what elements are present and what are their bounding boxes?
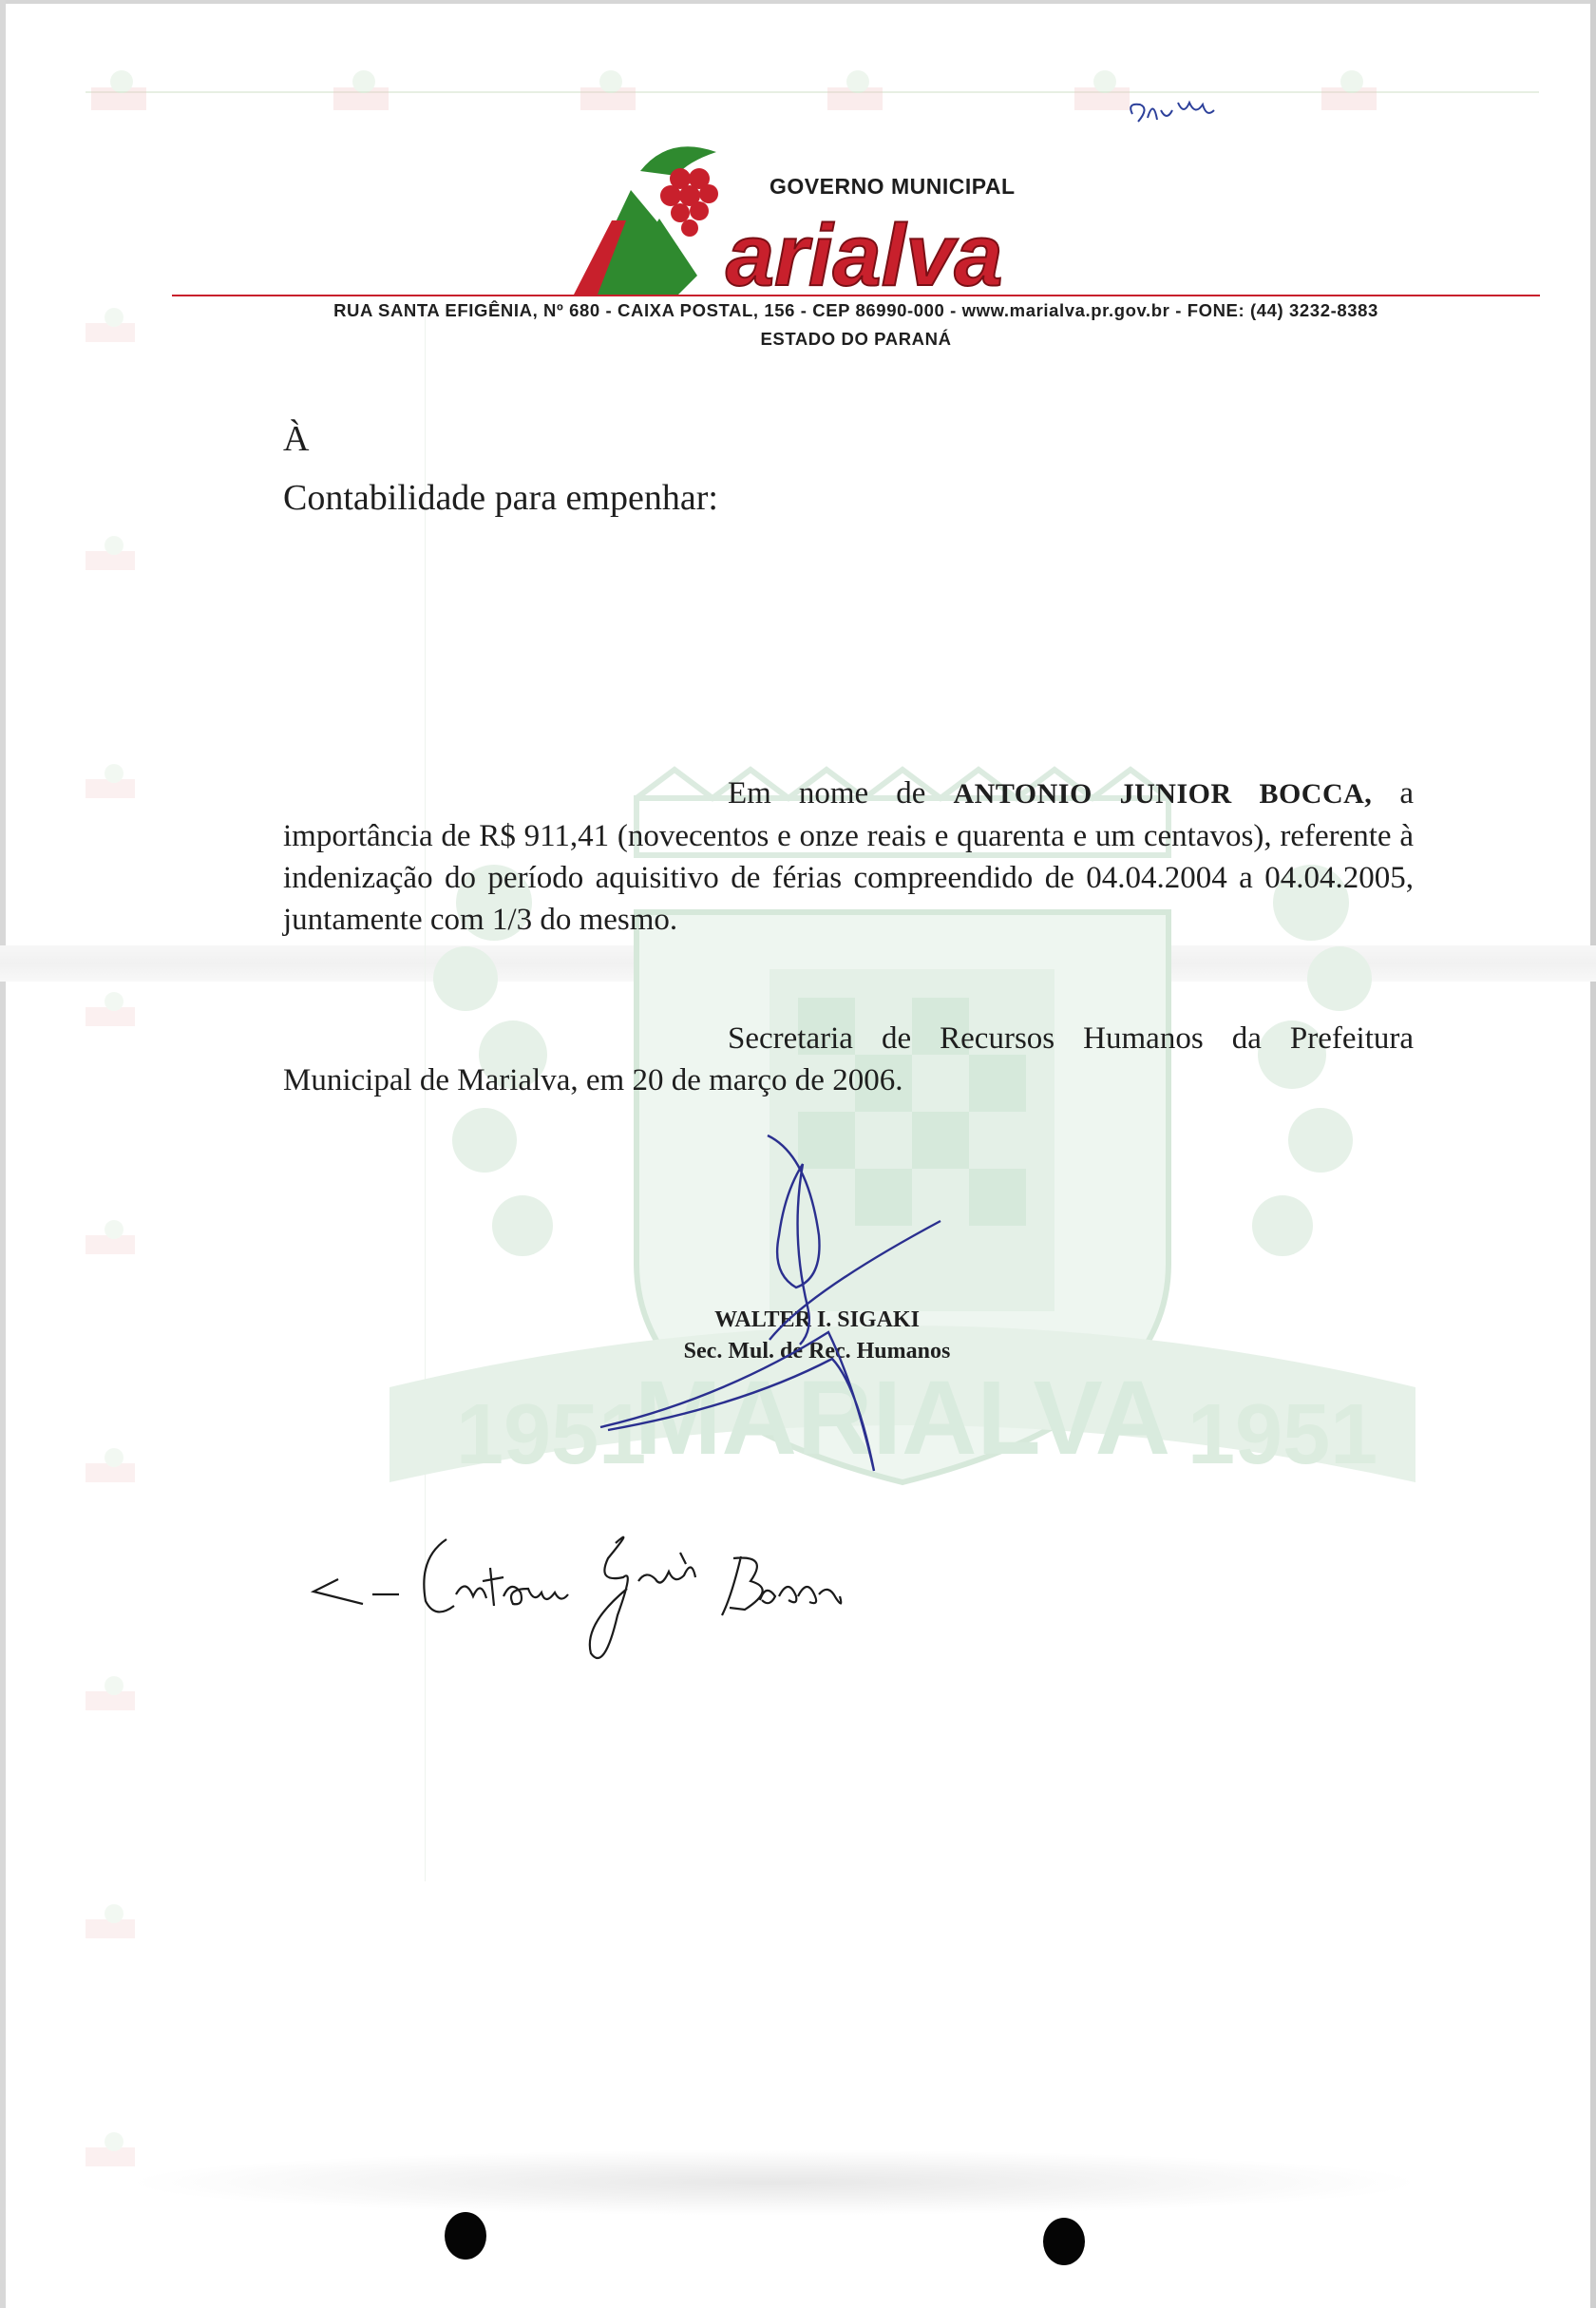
watermark-year-right: 1951	[1188, 1387, 1378, 1482]
scan-edge-left	[0, 0, 6, 2308]
paragraph-issuer	[283, 1018, 1414, 1101]
side-logo-icon	[82, 760, 139, 806]
side-logo-icon	[82, 988, 139, 1034]
faint-logo-icon	[328, 67, 394, 120]
government-label: GOVERNO MUNICIPAL	[770, 174, 1016, 199]
faint-logo-icon	[86, 67, 152, 120]
state-line: ESTADO DO PARANÁ	[760, 329, 952, 349]
faint-logo-icon	[822, 67, 888, 120]
side-logo-icon	[82, 304, 139, 350]
handwritten-note	[1121, 76, 1226, 133]
signer-name: WALTER I. SIGAKI	[714, 1307, 920, 1332]
side-logo-icon	[82, 1216, 139, 1262]
watermark-year-left: 1951	[456, 1387, 647, 1482]
paragraph-rest: a importância de R$ 911,41 (novecentos e onze reais e quarenta e um centavos), referente à indenização do período aquisitivo de férias compreendido de 04.04.2004 a 04.04.2005, juntamente com 1/3 do mesmo.	[283, 776, 1415, 937]
faint-logo-icon	[1316, 67, 1382, 120]
side-logo-icon	[82, 532, 139, 578]
subject-line: Contabilidade para empenhar:	[283, 478, 718, 518]
paragraph-lead: Em nome de	[728, 776, 926, 811]
marialva-logo	[574, 133, 1087, 295]
addressee: À	[283, 419, 310, 459]
punch-hole	[1043, 2218, 1085, 2265]
signature-block	[627, 1305, 1007, 1367]
signer-title: Sec. Mul. de Rec. Humanos	[683, 1339, 951, 1364]
faint-logo-icon	[575, 67, 641, 120]
scan-edge-top	[0, 0, 1596, 4]
logo-wordmark: arialva	[726, 207, 1003, 295]
paragraph-payment	[283, 773, 1414, 941]
header-rule	[172, 295, 1540, 296]
side-logo-icon	[82, 1672, 139, 1718]
scan-edge-right	[1590, 0, 1596, 2308]
issuer-text: Secretaria de Recursos Humanos da Prefeitura Municipal de Marialva, em 20 de março de 2006.	[283, 1021, 1414, 1097]
side-logo-icon	[82, 1900, 139, 1946]
side-logo-icon	[82, 1444, 139, 1490]
watermark-text: MARIALVA	[634, 1360, 1171, 1477]
address-line: RUA SANTA EFIGÊNIA, Nº 680 - CAIXA POSTAL, 156 - CEP 86990-000 - www.marialva.pr.gov.br - FONE: (44) 3232-8383	[333, 300, 1378, 320]
scan-noise	[124, 2149, 1425, 2216]
beneficiary-name: ANTONIO JUNIOR BOCCA,	[953, 778, 1373, 810]
punch-hole	[445, 2212, 486, 2260]
